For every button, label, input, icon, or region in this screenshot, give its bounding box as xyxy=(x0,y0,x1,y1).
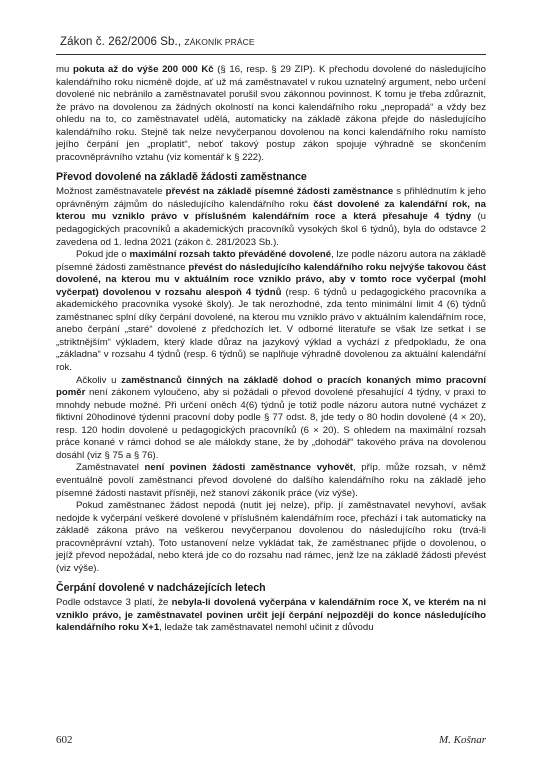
text-run: Podle odstavce 3 platí, že xyxy=(56,597,172,609)
text-run: , příp. může rozsah, v němž eventuálně povolí zaměstnanci převod dovolené do dalšího kalendářního roku na základě jeho písemné žádosti nastavit přísněji, než stanoví zákoník práce (viz výše). xyxy=(56,462,486,499)
section-heading: Převod dovolené na základě žádosti zaměstnance xyxy=(56,171,307,184)
paragraph xyxy=(56,597,486,635)
paragraph xyxy=(56,462,486,500)
paragraph xyxy=(56,500,486,575)
paragraph xyxy=(56,64,486,164)
bold-text-run: převést do následujícího kalendářního roku nejvýše takovou část dovolené, na kterou mu v aktuálním roce vzniklo právo, aby v tomto roce vyčerpal (mohl vyčerpat) dovolenou v rozsahu alespoň 4 týdnů xyxy=(56,261,486,298)
text-run: , lze podle názoru autora na základě písemné žádosti zaměstnance xyxy=(56,249,486,273)
author-name: M. Košnar xyxy=(438,734,486,746)
text-run: , ledaže tak zaměstnavatel nemohl učinit z důvodu xyxy=(159,622,374,634)
paragraph xyxy=(56,375,486,463)
paragraph xyxy=(56,249,486,374)
text-run: (u pedagogických pracovníků a akademických pracovníků vysokých škol 6 týdnů), byla do odstavce 2 zavedena od 1. ledna 2021 (zákon č. 281/2023 Sb.). xyxy=(56,211,487,248)
section-heading: Čerpání dovolené v nadcházejících letech xyxy=(56,582,266,595)
page-number: 602 xyxy=(56,734,73,746)
running-head xyxy=(60,36,480,48)
text-run: Pokud zaměstnanec žádost nepodá (nutit jej nelze), příp. jí zaměstnavatel nevyhoví, avšak nedojde k vyčerpání veškeré dovolené v příslušném kalendářním roce, přechází i tak automaticky na základě zákona právo na veškerou nevyčerpanou dovolenou do následujícího roku (trvá-li pracovněprávní vztah). Toto ustanovení nelze vykládat tak, že zaměstnanec přijde o dovolenou, o jejíž převod nepožádal, nebo která jde co do rozsahu nad rámec, jenž lze na základě žádosti převést (viz výše). xyxy=(56,500,486,574)
text-run: Ačkoliv u xyxy=(76,374,122,386)
bold-text-run: maximální rozsah takto převáděné dovolené xyxy=(129,249,332,261)
text-run: Možnost zaměstnavatele xyxy=(56,186,166,198)
running-head-subtitle: ZÁKONÍK PRÁCE xyxy=(184,37,255,47)
text-run: (§ 16, resp. § 29 ZIP). K přechodu dovolené do následujícího kalendářního roku nicméně dojde, ať už má zaměstnavatel v rukou uznatelný argument, nebo určení dovolené nic nebránilo a zaměstnavatel porušil svou zákonnou povinnost. K tomu je třeba zdůraznit, že právo na dovolenou za žádných okolností na konci kalendářního roku „nepropadá“ a vždy bez ohledu na to, co zaměstnavatel udělá, automaticky na základě zákona přejde do následujícího kalendářního roku. Stejně tak nelze nevyčerpanou dovolenou na konci kalendářního roku namísto jejího čerpání jen „proplatit“, neboť takový postup zákon spojuje výhradně se skončením pracovněprávního vztahu (viz komentář k § 222). xyxy=(56,64,486,163)
running-head-title: Zákon č. 262/2006 Sb., xyxy=(60,36,182,48)
text-run: Zaměstnavatel xyxy=(76,462,145,474)
paragraph xyxy=(56,186,486,249)
bold-text-run: pokuta až do výše 200 000 Kč xyxy=(72,64,214,75)
bold-text-run: převést na základě písemné žádosti zaměstnance xyxy=(165,186,394,198)
text-run: není zákonem vyloučeno, aby si požádali o převod dovolené přesahující 4 týdny, v praxi to mnohdy nebude možné. Při určení oněch 4(6) týdnů je totiž podle názoru autora nutné vycházet z fiktivní 20hodinové týdenní pracovní doby podle § 77 odst. 8, jde tedy o 80 hodin dovolené (4 × 20), resp. 120 hodin dovolené u pedagogických pracovníků (6 × 20). S ohledem na maximální rozsah práce konané v rámci dohod se ale málokdy stane, že by „dohodář“ takového práva na dovolenou dosáhl (viz § 75 a § 76). xyxy=(56,387,486,461)
text-run: Pokud jde o xyxy=(76,249,130,261)
bold-text-run: není povinen žádosti zaměstnance vyhovět xyxy=(144,462,353,474)
header-rule xyxy=(56,54,486,55)
bold-text-run: část dovolené za kalendářní rok, na kterou mu vzniklo právo v příslušném kalendářním roce a která přesahuje 4 týdny xyxy=(56,198,486,223)
text-run: mu xyxy=(56,64,73,75)
page-body xyxy=(56,64,486,635)
bold-text-run: zaměstnanců činných na základě dohod o pracích konaných mimo pracovní poměr xyxy=(56,374,487,399)
text-run: (resp. 6 týdnů u pedagogického pracovníka a akademického pracovníka vysoké školy). Je tak nerozhodné, zda tento minimální limit 4 (6) týdnů zaměstnanec splní díky čerpání dovolené, na kterou mu vzniklo právo v aktuálním kalendářním roce, anebo čerpání „staré“ dovolené z předchozích let. V odborné literatuře se však lze setkat i se „striktnějším“ výkladem, který klade důraz na jazykový výklad a vychází z předpokladu, že ona „základna“ v rozsahu 4 týdnů (resp. 6 týdnů) se naplňuje výhradně dovolenou za aktuální kalendářní rok. xyxy=(56,286,486,374)
bold-text-run: nebyla-li dovolená vyčerpána v kalendářním roce X, ve kterém na ni vzniklo právo, je zaměstnavatel povinen určit její čerpání nejpozději do konce následujícího kalendářního roku X+1 xyxy=(56,597,486,634)
text-run: s přihlédnutím k jeho oprávněným zájmům do následujícího kalendářního roku xyxy=(56,186,486,210)
